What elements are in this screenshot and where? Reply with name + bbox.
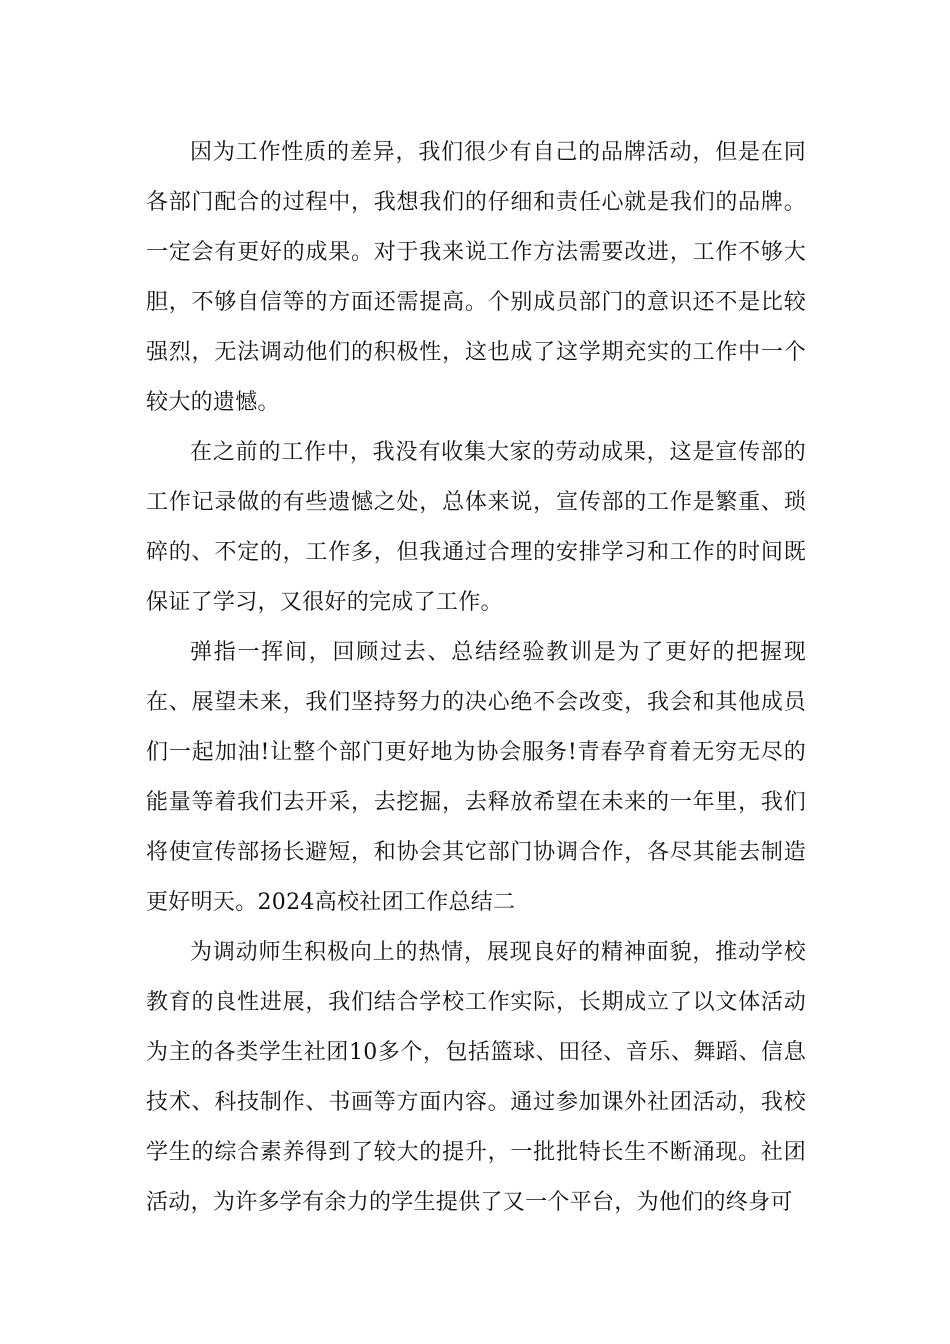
paragraph-3: 弹指一挥间，回顾过去、总结经验教训是为了更好的把握现在、展望未来，我们坚持努力的决心绝不会改变，我会和其他成员们一起加油!让整个部门更好地为协会服务!青春孕育着无穷无尽的能量等着我们去开采，去挖掘，去释放希望在未来的一年里，我们将使宣传部扬长避短，和协会其它部门协调合作，各尽其能去制造更好明天。2024高校社团工作总结二 xyxy=(146,640,806,915)
paragraph-4: 为调动师生积极向上的热情，展现良好的精神面貌，推动学校教育的良性进展，我们结合学校工作实际，长期成立了以文体活动为主的各类学生社团10多个，包括篮球、田径、音乐、舞蹈、信息技术、科技制作、书画等方面内容。通过参加课外社团活动，我校学生的综合素养得到了较大的提升，一批批特长生不断涌现。社团活动，为许多学有余力的学生提供了又一个平台，为他们的终身可 xyxy=(146,940,806,1215)
paragraph-2: 在之前的工作中，我没有收集大家的劳动成果，这是宣传部的工作记录做的有些遗憾之处，总体来说，宣传部的工作是繁重、琐碎的、不定的，工作多，但我通过合理的安排学习和工作的时间既保证了学习，又很好的完成了工作。 xyxy=(146,440,806,615)
document-body xyxy=(146,128,806,1228)
paragraph-1: 因为工作性质的差异，我们很少有自己的品牌活动，但是在同各部门配合的过程中，我想我们的仔细和责任心就是我们的品牌。一定会有更好的成果。对于我来说工作方法需要改进，工作不够大胆，不够自信等的方面还需提高。个别成员部门的意识还不是比较强烈，无法调动他们的积极性，这也成了这学期充实的工作中一个较大的遗憾。 xyxy=(146,140,806,415)
